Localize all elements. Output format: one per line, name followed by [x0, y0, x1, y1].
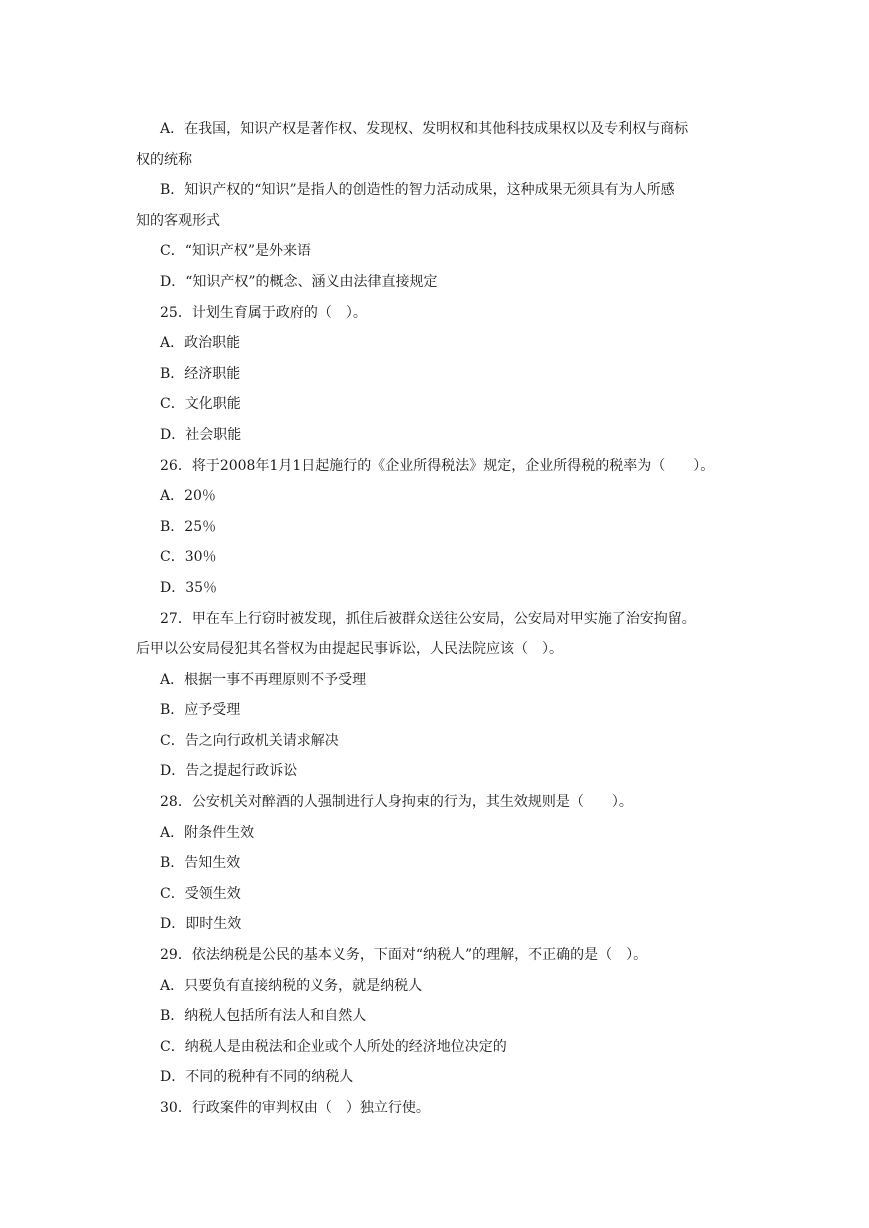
text-line-10: C．文化职能 [160, 396, 241, 413]
text-line-3: B．知识产权的“知识”是指人的创造性的智力活动成果，这种成果无须具有为人所感 [160, 182, 675, 199]
text-line-26: C．受领生效 [160, 885, 241, 902]
text-line-12: 26．将于2008年1月1日起施行的《企业所得税法》规定，企业所得税的税率为（ ）。 [160, 457, 715, 474]
text-line-32: D．不同的税种有不同的纳税人 [160, 1069, 354, 1086]
text-line-24: A．附条件生效 [160, 824, 255, 841]
text-line-16: D．35％ [160, 579, 218, 596]
text-line-4: 知的客观形式 [136, 212, 220, 229]
text-line-15: C．30％ [160, 549, 217, 566]
text-line-19: A．根据一事不再理原则不予受理 [160, 671, 367, 688]
text-line-8: A．政治职能 [160, 335, 241, 352]
document-body [136, 114, 740, 1124]
text-line-30: B．纳税人包括所有法人和自然人 [160, 1008, 367, 1025]
text-line-22: D．告之提起行政诉讼 [160, 763, 298, 780]
text-line-17: 27．甲在车上行窃时被发现，抓住后被群众送往公安局，公安局对甲实施了治安拘留。 [160, 610, 696, 627]
text-line-27: D．即时生效 [160, 916, 242, 933]
text-line-29: A．只要负有直接纳税的义务，就是纳税人 [160, 977, 423, 994]
text-line-21: C．告之向行政机关请求解决 [160, 732, 339, 749]
text-line-25: B．告知生效 [160, 855, 241, 872]
text-line-9: B．经济职能 [160, 365, 241, 382]
text-line-20: B．应予受理 [160, 702, 241, 719]
text-line-33: 30．行政案件的审判权由（ ）独立行使。 [160, 1100, 430, 1116]
text-line-23: 28．公安机关对醉酒的人强制进行人身拘束的行为，其生效规则是（ ）。 [160, 794, 633, 811]
text-line-13: A．20％ [160, 488, 216, 505]
text-line-31: C．纳税人是由税法和企业或个人所处的经济地位决定的 [160, 1038, 507, 1055]
text-line-18: 后甲以公安局侵犯其名誉权为由提起民事诉讼，人民法院应该（ ）。 [136, 641, 563, 658]
text-line-11: D．社会职能 [160, 426, 242, 443]
text-line-7: 25．计划生育属于政府的（ ）。 [160, 304, 367, 321]
text-line-1: A．在我国，知识产权是著作权、发现权、发明权和其他科技成果权以及专利权与商标 [160, 121, 689, 137]
text-line-5: C．“知识产权”是外来语 [160, 243, 312, 260]
text-line-6: D．“知识产权”的概念、涵义由法律直接规定 [160, 273, 438, 290]
text-line-14: B．25％ [160, 518, 217, 535]
text-line-28: 29．依法纳税是公民的基本义务，下面对“纳税人”的理解，不正确的是（ ）。 [160, 947, 648, 964]
text-line-2: 权的统称 [136, 151, 192, 168]
